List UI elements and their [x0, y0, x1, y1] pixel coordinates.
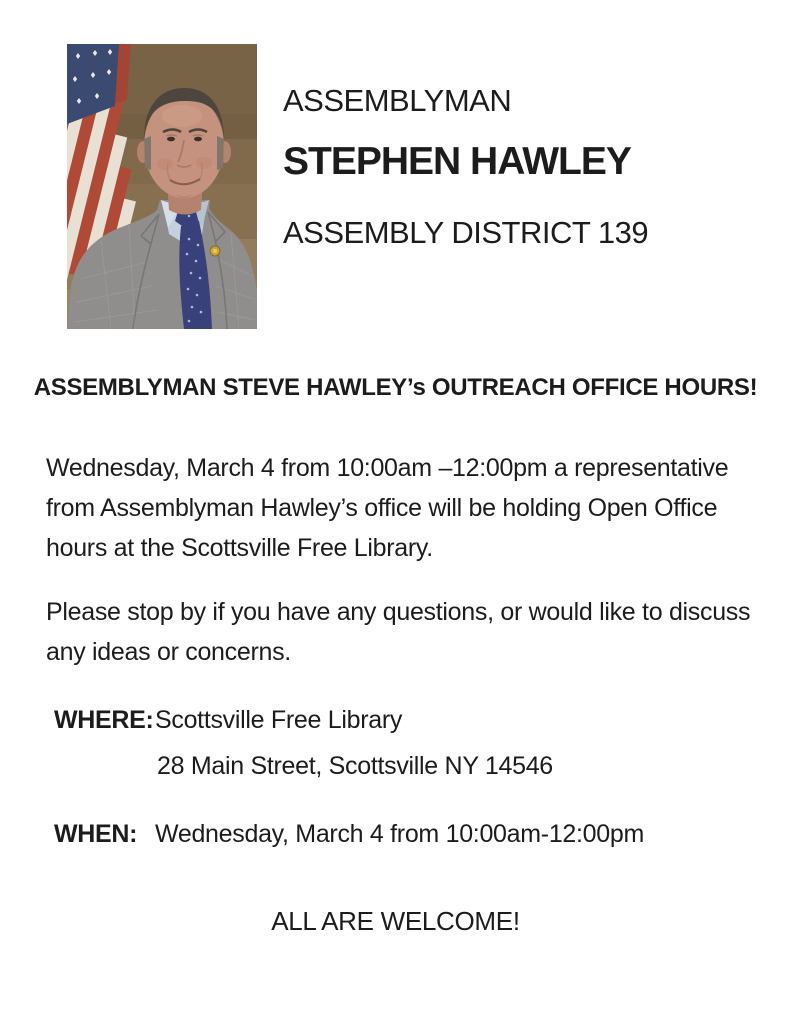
assemblyman-portrait-photo	[67, 44, 257, 329]
forehead-highlight	[162, 105, 202, 127]
when-row	[54, 820, 644, 849]
when-datetime: Wednesday, March 4 from 10:00am-12:00pm	[155, 820, 645, 848]
header-name-stephen-hawley: STEPHEN HAWLEY	[283, 140, 631, 183]
event-description-paragraph	[46, 448, 728, 568]
paragraph-line: hours at the Scottsville Free Library.	[46, 534, 433, 562]
right-sideburn	[217, 136, 224, 170]
where-label: WHERE:	[54, 706, 154, 734]
when-label: WHEN:	[54, 820, 138, 848]
left-cheek	[157, 158, 173, 170]
portrait-illustration	[67, 44, 257, 329]
left-sideburn	[144, 136, 151, 170]
outreach-headline: ASSEMBLYMAN STEVE HAWLEY’s OUTREACH OFFICE HOURS!	[33, 374, 758, 401]
lapel-pin-center	[213, 249, 217, 253]
paragraph-line: from Assemblyman Hawley’s office will be holding Open Office	[46, 494, 718, 522]
header-assembly-district: ASSEMBLY DISTRICT 139	[283, 215, 649, 250]
paragraph-line: Wednesday, March 4 from 10:00am –12:00pm a representative	[46, 454, 729, 482]
where-address: 28 Main Street, Scottsville NY 14546	[157, 752, 553, 780]
right-cheek	[196, 157, 212, 169]
paragraph-line: Please stop by if you have any questions, or would like to discuss	[46, 598, 751, 626]
paragraph-line: any ideas or concerns.	[46, 638, 291, 666]
where-row	[54, 706, 402, 735]
where-venue: Scottsville Free Library	[155, 706, 403, 734]
invitation-paragraph	[46, 592, 750, 672]
header-title-assemblyman: ASSEMBLYMAN	[283, 83, 512, 118]
all-are-welcome-footer: ALL ARE WELCOME!	[271, 906, 520, 936]
